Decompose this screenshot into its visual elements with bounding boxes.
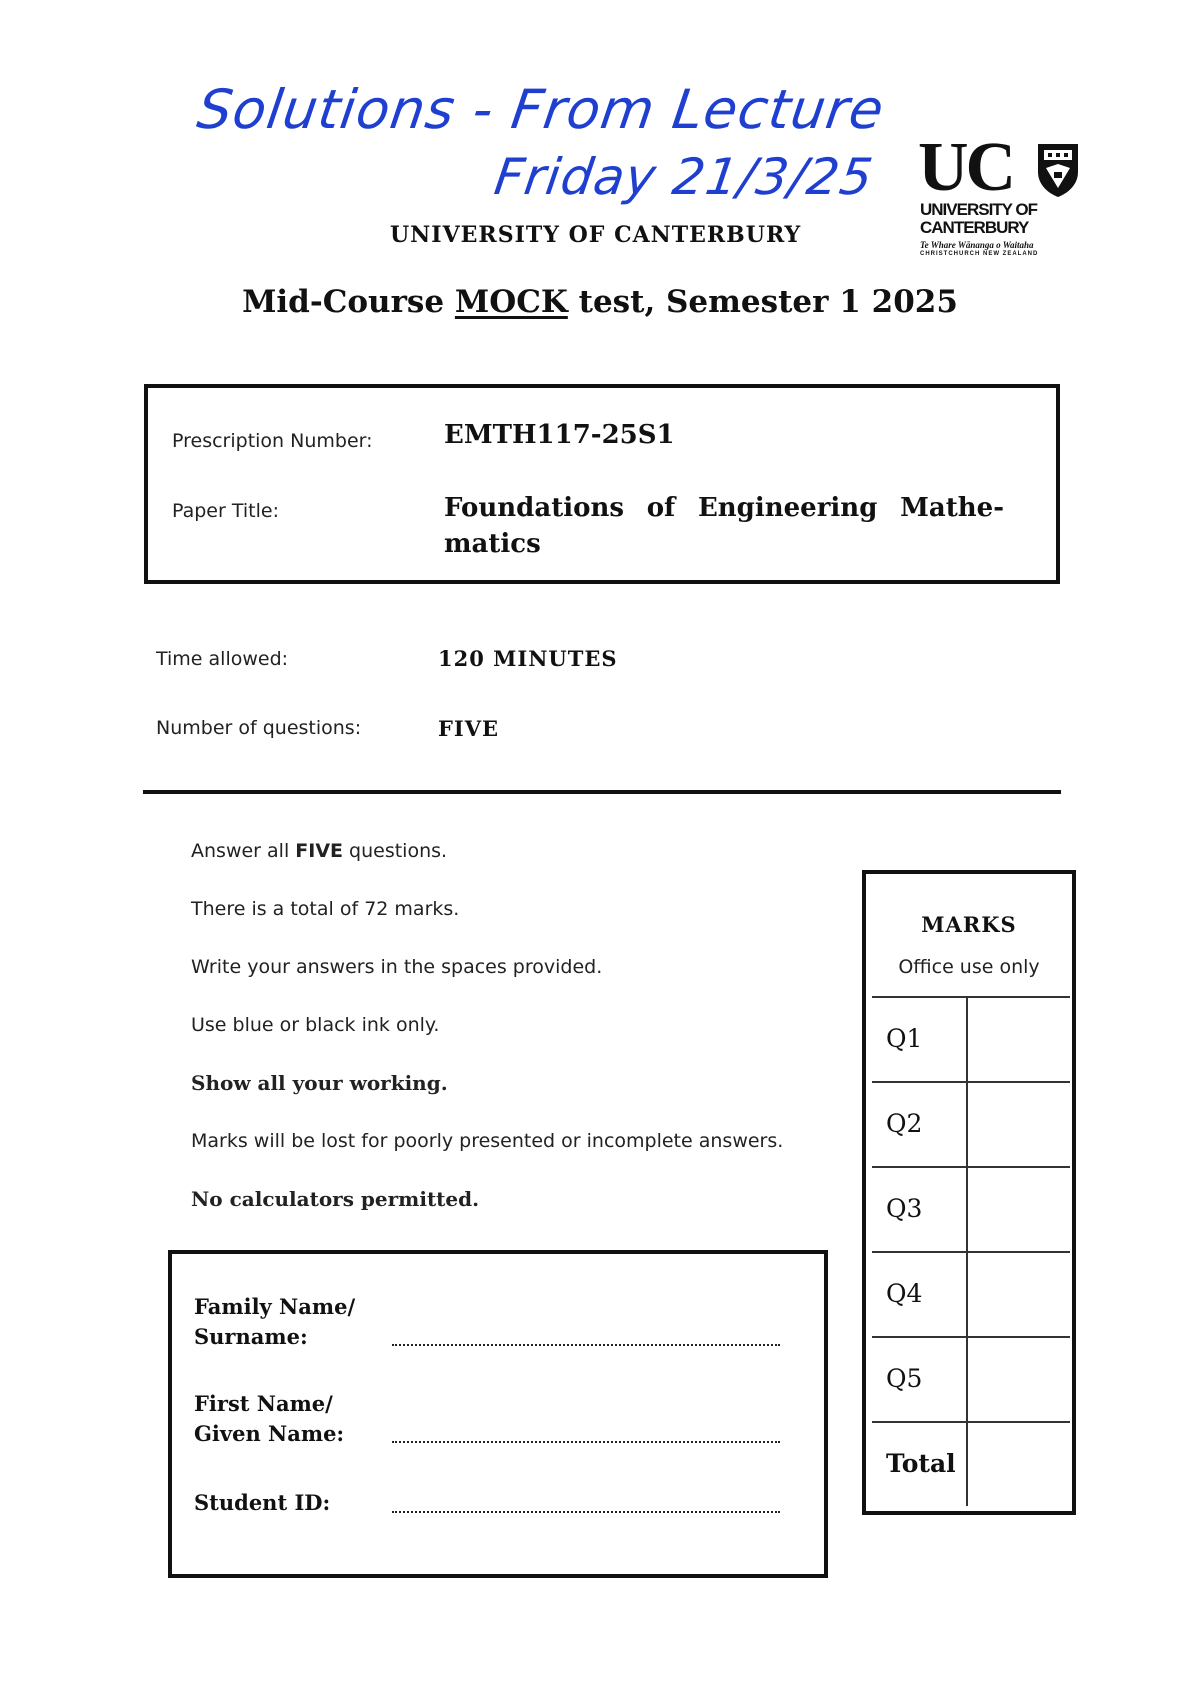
shield-icon: [1036, 142, 1080, 198]
logo-mark: UC: [918, 129, 1014, 206]
student-details-box: [168, 1250, 828, 1578]
instruction-show-working: Show all your working.: [191, 1071, 448, 1095]
paper-title-label: Paper Title:: [172, 500, 279, 522]
question-count-value: FIVE: [438, 716, 500, 741]
instruction-answer-all: [191, 840, 447, 862]
title-prefix: Mid-Course: [242, 284, 445, 320]
student-id-field[interactable]: [392, 1509, 780, 1513]
section-divider: [143, 790, 1061, 794]
marks-cell-divider: [966, 1168, 968, 1251]
course-info-box: [144, 384, 1060, 584]
logo-text-line4: CHRISTCHURCH NEW ZEALAND: [920, 251, 1039, 257]
marks-cell-divider: [966, 998, 968, 1081]
paper-title-word: Foundations: [444, 493, 624, 523]
time-allowed-label: Time allowed:: [156, 648, 289, 670]
marks-row-q5: [872, 1336, 1070, 1421]
student-id-label: Student ID:: [194, 1490, 331, 1515]
title-suffix: test, Semester 1 2025: [578, 284, 958, 320]
instruction-text: questions.: [343, 840, 448, 862]
paper-title-line1: [444, 490, 1004, 526]
family-name-field[interactable]: [392, 1342, 780, 1346]
marks-table-header: [866, 874, 1072, 994]
paper-title-word: Engineering: [697, 493, 878, 523]
marks-cell-divider: [966, 1423, 968, 1506]
family-name-label-line2: Surname:: [194, 1324, 308, 1349]
paper-title-line2: matics: [444, 529, 541, 559]
first-name-label-line1: First Name/: [194, 1391, 333, 1416]
handwritten-note-line2: Friday 21/3/25: [490, 148, 877, 206]
prescription-label: Prescription Number:: [172, 430, 373, 452]
marks-row-label: Q2: [886, 1109, 923, 1138]
marks-title: MARKS: [921, 912, 1017, 937]
paper-title-word: Mathe-: [900, 493, 1004, 523]
instruction-emphasis: FIVE: [295, 840, 343, 862]
marks-row-q4: [872, 1251, 1070, 1336]
time-allowed-value: 120 MINUTES: [438, 646, 618, 671]
marks-table: [862, 870, 1076, 1515]
title-emphasis: MOCK: [454, 284, 568, 320]
marks-row-q1: [872, 996, 1070, 1081]
paper-title-word: of: [646, 493, 676, 523]
logo-text-line1: UNIVERSITY OF: [920, 200, 1038, 219]
marks-cell-divider: [966, 1338, 968, 1421]
instruction-marks-lost: Marks will be lost for poorly presented or incomplete answers.: [191, 1130, 784, 1152]
instruction-no-calculators: No calculators permitted.: [191, 1187, 480, 1211]
question-count-label: Number of questions:: [156, 717, 362, 739]
marks-row-q2: [872, 1081, 1070, 1166]
university-heading: UNIVERSITY OF CANTERBURY: [390, 222, 802, 248]
marks-row-label: Q5: [886, 1364, 923, 1393]
handwritten-note-line1: Solutions - From Lecture: [193, 78, 889, 141]
instruction-text: Answer all: [191, 840, 296, 862]
marks-cell-divider: [966, 1083, 968, 1166]
marks-cell-divider: [966, 1253, 968, 1336]
marks-row-label: Total: [886, 1449, 956, 1478]
marks-row-label: Q3: [886, 1194, 923, 1223]
family-name-label: [194, 1292, 355, 1352]
paper-title-value: [444, 490, 1004, 562]
instruction-total-marks: There is a total of 72 marks.: [191, 898, 460, 920]
page-title: [0, 284, 1200, 320]
marks-row-label: Q1: [886, 1024, 923, 1053]
uc-logo: [918, 129, 1083, 262]
logo-text-line3: Te Whare Wānanga o Waitaha: [920, 240, 1034, 250]
first-name-field[interactable]: [392, 1439, 780, 1443]
marks-row-q3: [872, 1166, 1070, 1251]
prescription-value: EMTH117-25S1: [444, 420, 675, 450]
instruction-write-answers: Write your answers in the spaces provided.: [191, 956, 603, 978]
marks-row-label: Q4: [886, 1279, 923, 1308]
instruction-ink: Use blue or black ink only.: [191, 1014, 440, 1036]
family-name-label-line1: Family Name/: [194, 1294, 356, 1319]
first-name-label: [194, 1389, 344, 1449]
marks-subtitle: Office use only: [898, 956, 1040, 978]
marks-row-total: [872, 1421, 1070, 1506]
logo-text-line2: CANTERBURY: [920, 218, 1029, 237]
first-name-label-line2: Given Name:: [194, 1421, 345, 1446]
